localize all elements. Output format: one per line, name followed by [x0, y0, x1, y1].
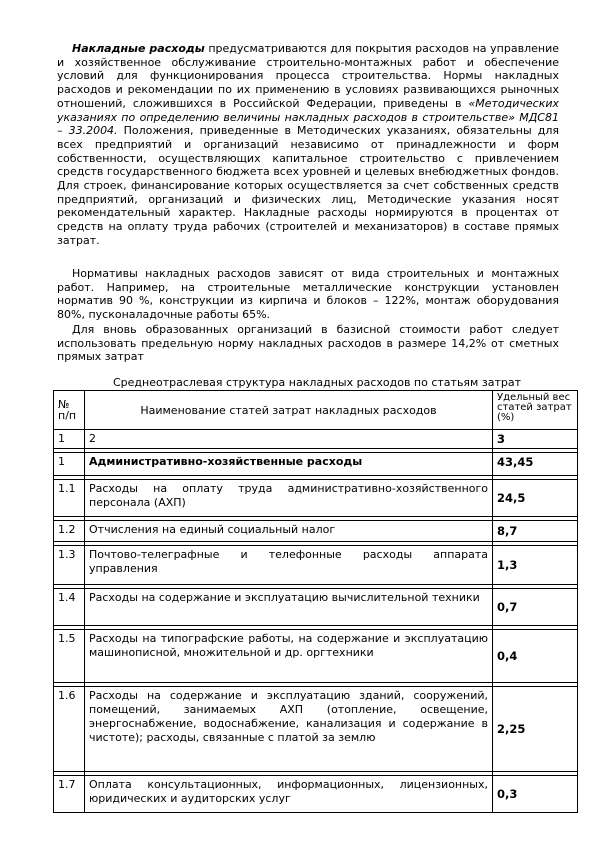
paragraph1-text-b: Положения, приведенные в Методических указаниях, обязательны для всех предприятий и организаций независимо от принадлежности и форм собственности, осуществляющих капитальное строительство с привлечением средств государственного бюджета всех уровней и целевых внебюджетных фондов. Для строек, финансирование которых осуществляется за счет собственных средств предприятий, организаций и физических лиц, Методические указания носят рекомендательный характер. Накладные расходы нормируются в процентах от средств на оплату труда рабочих (строителей и механизаторов) в составе прямых затрат.	[57, 124, 559, 247]
paragraph-norms	[57, 267, 559, 322]
row-num: 1	[54, 453, 85, 476]
paragraph3-text: Для вновь образованных организаций в базисной стоимости работ следует использовать предельную норму накладных расходов в размере 14,2% от сметных прямых затрат	[57, 323, 559, 364]
row-num: 1.4	[54, 589, 85, 626]
row-name: Почтово-телеграфные и телефонные расходы аппарата управления	[85, 546, 493, 585]
row-name: Расходы на содержание и эксплуатацию вычислительной техники	[85, 589, 493, 626]
table-row	[54, 521, 578, 542]
table-row	[54, 453, 578, 476]
row-value: 8,7	[493, 521, 578, 542]
table-index-row	[54, 430, 578, 449]
row-name: Расходы на содержание и эксплуатацию зданий, сооружений, помещений, занимаемых АХП (отопление, освещение, энергоснабжение, водоснабжение, канализация и содержание в чистоте); расходы, связанные с платой за землю	[85, 687, 493, 772]
row-value: 0,3	[493, 776, 578, 813]
table-row	[54, 480, 578, 517]
overhead-structure-table	[53, 390, 578, 813]
row-num: 1.1	[54, 480, 85, 517]
table-row	[54, 630, 578, 683]
index-share: 3	[493, 430, 578, 449]
table-caption: Среднеотраслевая структура накладных расходов по статьям затрат	[113, 376, 521, 389]
term-overhead: Накладные расходы	[72, 42, 205, 55]
table-row	[54, 589, 578, 626]
row-value: 43,45	[493, 453, 578, 476]
row-value: 24,5	[493, 480, 578, 517]
table-row	[54, 546, 578, 585]
row-name: Административно-хозяйственные расходы	[85, 453, 493, 476]
table-row	[54, 776, 578, 813]
header-name: Наименование статей затрат накладных расходов	[85, 391, 493, 430]
row-value: 0,4	[493, 630, 578, 683]
table-header-row	[54, 391, 578, 430]
header-share: Удельный вес статей затрат (%)	[493, 391, 578, 430]
row-value: 1,3	[493, 546, 578, 585]
row-name: Расходы на оплату труда административно-хозяйственного персонала (АХП)	[85, 480, 493, 517]
row-value: 0,7	[493, 589, 578, 626]
paragraph2-text: Нормативы накладных расходов зависят от вида строительных и монтажных работ. Например, на строительные металлические конструкции установлен норматив 90 %, конструкции из кирпича и блоков – 122%, монтаж оборудования 80%, пусконаладочные работы 65%.	[57, 267, 559, 322]
paragraph-new-organizations	[57, 323, 559, 364]
paragraph1-text-a: предусматриваются для покрытия расходов на управление и хозяйственное обслуживание строительно-монтажных работ и обеспечение условий для функционирования процесса строительства. Нормы накладных расходов и рекомендации по их применению в условиях развивающихся рыночных отношений, сложившихся в Российской Федерации, приведены в	[57, 42, 559, 110]
row-name: Расходы на типографские работы, на содержание и эксплуатацию машинописной, множительной и др. оргтехники	[85, 630, 493, 683]
row-value: 2,25	[493, 687, 578, 772]
header-num: № п/п	[54, 391, 85, 430]
row-num: 1.5	[54, 630, 85, 683]
paragraph-overhead-intro	[57, 42, 559, 248]
methodology-reference: «Методических указаниях по определению величины накладных расходов в строительстве» МДС81 – 33.2004.	[57, 96, 559, 138]
row-num: 1.6	[54, 687, 85, 772]
row-name: Оплата консультационных, информационных, лицензионных, юридических и аудиторских услуг	[85, 776, 493, 813]
index-name: 2	[85, 430, 493, 449]
row-num: 1.7	[54, 776, 85, 813]
table-row	[54, 687, 578, 772]
row-name: Отчисления на единый социальный налог	[85, 521, 493, 542]
row-num: 1.2	[54, 521, 85, 542]
index-num: 1	[54, 430, 85, 449]
row-num: 1.3	[54, 546, 85, 585]
